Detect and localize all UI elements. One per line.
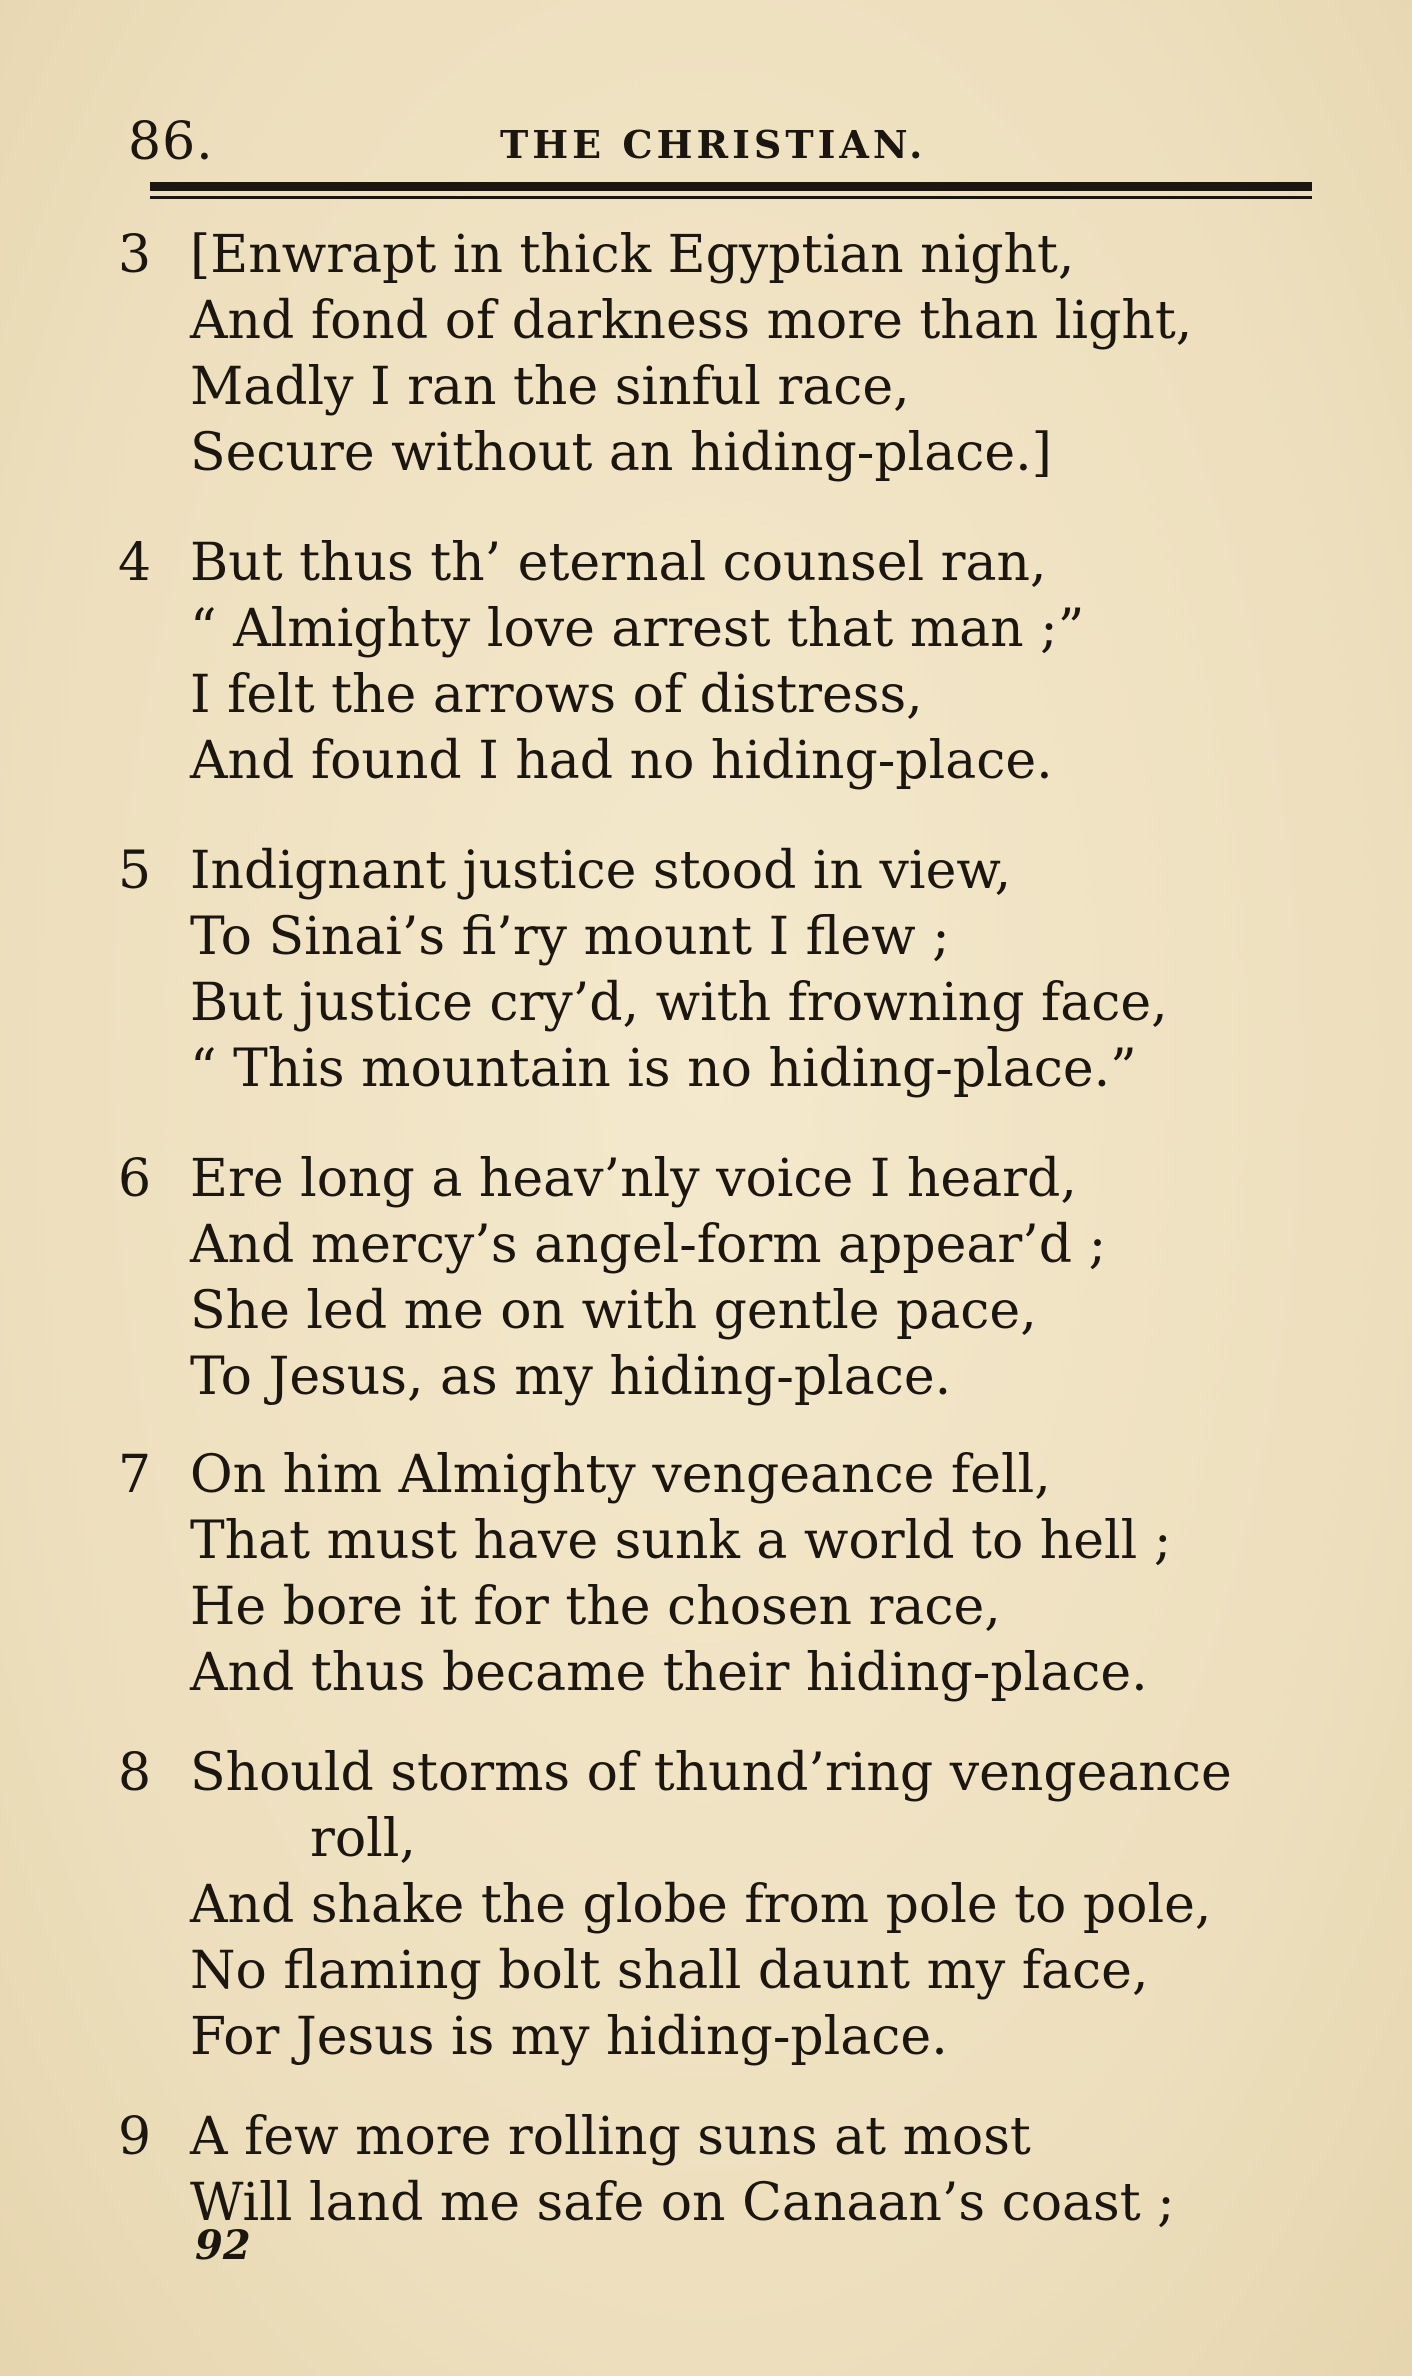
verse-line: And mercy’s angel-form appear’d ; — [190, 1215, 1107, 1275]
verse-line: Should storms of thund’ring vengeance — [190, 1743, 1232, 1803]
verse-line: I felt the arrows of distress, — [190, 665, 923, 725]
verse-line: Ere long a heav’nly voice I heard, — [190, 1149, 1077, 1209]
verse-number: 5 — [118, 841, 152, 901]
verse-number: 6 — [118, 1149, 152, 1209]
verse-line: And thus became their hiding-place. — [190, 1643, 1148, 1703]
verse-line: And fond of darkness more than light, — [190, 291, 1193, 351]
verse-line: And shake the globe from pole to pole, — [190, 1875, 1212, 1935]
verse-number: 4 — [118, 533, 152, 593]
verse-number: 7 — [118, 1445, 152, 1505]
verse-line: He bore it for the chosen race, — [190, 1577, 1001, 1637]
verse-line-continuation: roll, — [310, 1809, 416, 1869]
verse-line: Will land me safe on Canaan’s coast ; — [190, 2173, 1175, 2233]
verse-line: No flaming bolt shall daunt my face, — [190, 1941, 1149, 2001]
running-title: THE CHRISTIAN. — [500, 122, 927, 167]
verse-line: Indignant justice stood in view, — [190, 841, 1012, 901]
verse-number: 9 — [118, 2107, 152, 2167]
verse-line: Madly I ran the sinful race, — [190, 357, 910, 417]
verse-line: But justice cry’d, with frowning face, — [190, 973, 1168, 1033]
header-rule-thick — [150, 182, 1312, 191]
verse-number: 8 — [118, 1743, 152, 1803]
header-rule-thin — [150, 196, 1312, 199]
verse-line: To Jesus, as my hiding-place. — [190, 1347, 952, 1407]
verse-number: 3 — [118, 225, 152, 285]
verse-line: She led me on with gentle pace, — [190, 1281, 1037, 1341]
verse-line: To Sinai’s fi’ry mount I flew ; — [190, 907, 950, 967]
verse-line: For Jesus is my hiding-place. — [190, 2007, 948, 2067]
verse-line: That must have sunk a world to hell ; — [190, 1511, 1172, 1571]
verse-line: [Enwrapt in thick Egyptian night, — [190, 225, 1075, 285]
verse-line: But thus th’ eternal counsel ran, — [190, 533, 1047, 593]
verse-line: “ Almighty love arrest that man ;” — [190, 599, 1085, 659]
verse-line: Secure without an hiding-place.] — [190, 423, 1052, 483]
verse-line: On him Almighty vengeance fell, — [190, 1445, 1051, 1505]
page-number: 86. — [128, 112, 214, 172]
verse-line: And found I had no hiding-place. — [190, 731, 1053, 791]
signature-mark: 92 — [195, 2222, 251, 2269]
verse-line: “ This mountain is no hiding-place.” — [190, 1039, 1137, 1099]
verse-line: A few more rolling suns at most — [190, 2107, 1031, 2167]
